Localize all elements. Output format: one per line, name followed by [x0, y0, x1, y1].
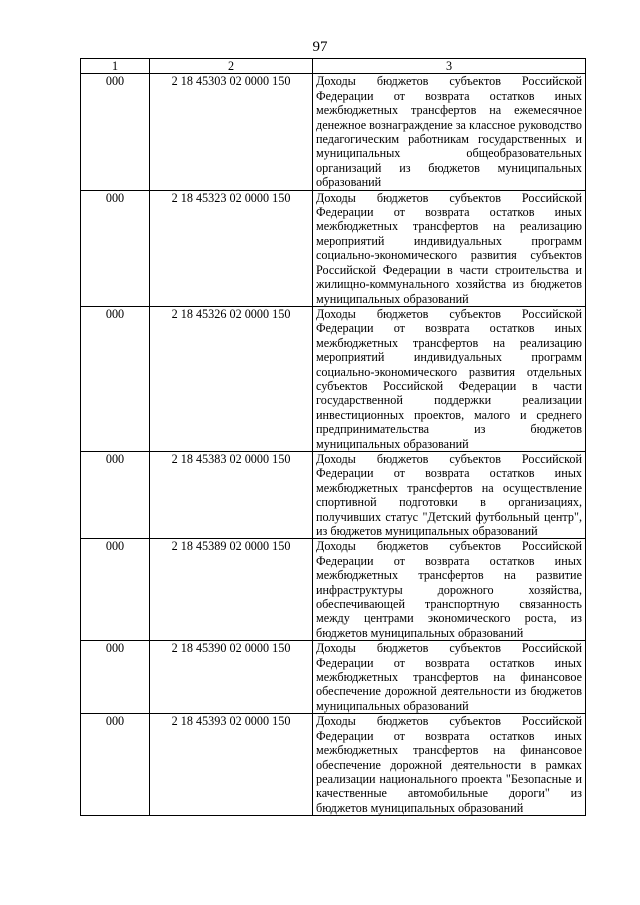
description-cell: Доходы бюджетов субъектов Российской Федерации от возврата остатков иных межбюджетных трансфертов на осуществление спортивной подготовки в организациях, получивших статус "Детский футбольный центр", из бюджетов муниципальных образований	[313, 451, 586, 538]
table-row	[81, 539, 586, 641]
kbk-code-cell: 2 18 45393 02 0000 150	[150, 714, 313, 816]
admin-code-cell: 000	[81, 714, 150, 816]
description-cell: Доходы бюджетов субъектов Российской Федерации от возврата остатков иных межбюджетных трансфертов на финансовое обеспечение дорожной деятельности из бюджетов муниципальных образований	[313, 641, 586, 714]
table-row	[81, 714, 586, 816]
kbk-code-cell: 2 18 45389 02 0000 150	[150, 539, 313, 641]
description-cell: Доходы бюджетов субъектов Российской Федерации от возврата остатков иных межбюджетных трансфертов на развитие инфраструктуры дорожного хозяйства, обеспечивающей транспортную связанность между центрами экономического роста, из бюджетов муниципальных образований	[313, 539, 586, 641]
kbk-code-cell: 2 18 45390 02 0000 150	[150, 641, 313, 714]
kbk-code-cell: 2 18 45326 02 0000 150	[150, 306, 313, 451]
page-number: 97	[312, 39, 328, 55]
revenue-codes-table	[80, 58, 586, 816]
admin-code-cell: 000	[81, 306, 150, 451]
table-header-row	[81, 59, 586, 74]
admin-code-cell: 000	[81, 451, 150, 538]
kbk-code-cell: 2 18 45323 02 0000 150	[150, 190, 313, 306]
description-cell: Доходы бюджетов субъектов Российской Федерации от возврата остатков иных межбюджетных трансфертов на реализацию мероприятий индивидуальных программ социально-экономического развития субъектов Российской Федерации в части строительства и жилищно-коммунального хозяйства из бюджетов муниципальных образований	[313, 190, 586, 306]
column-header-1: 1	[81, 59, 150, 74]
admin-code-cell: 000	[81, 641, 150, 714]
table-row	[81, 190, 586, 306]
admin-code-cell: 000	[81, 190, 150, 306]
table-row	[81, 74, 586, 190]
column-header-2: 2	[150, 59, 313, 74]
table-row	[81, 641, 586, 714]
kbk-code-cell: 2 18 45383 02 0000 150	[150, 451, 313, 538]
description-cell: Доходы бюджетов субъектов Российской Федерации от возврата остатков иных межбюджетных трансфертов на финансовое обеспечение дорожной деятельности в рамках реализации национального проекта "Безопасные и качественные автомобильные дороги" из бюджетов муниципальных образований	[313, 714, 586, 816]
description-cell: Доходы бюджетов субъектов Российской Федерации от возврата остатков иных межбюджетных трансфертов на реализацию мероприятий индивидуальных программ социально-экономического развития отдельных субъектов Российской Федерации в части государственной поддержки реализации инвестиционных проектов, малого и среднего предпринимательства из бюджетов муниципальных образований	[313, 306, 586, 451]
admin-code-cell: 000	[81, 74, 150, 190]
description-cell: Доходы бюджетов субъектов Российской Федерации от возврата остатков иных межбюджетных трансфертов на ежемесячное денежное вознаграждение за классное руководство педагогическим работникам государственных и муниципальных общеобразовательных организаций из бюджетов муниципальных образований	[313, 74, 586, 190]
table-row	[81, 306, 586, 451]
admin-code-cell: 000	[81, 539, 150, 641]
table-row	[81, 451, 586, 538]
column-header-3: 3	[313, 59, 586, 74]
kbk-code-cell: 2 18 45303 02 0000 150	[150, 74, 313, 190]
